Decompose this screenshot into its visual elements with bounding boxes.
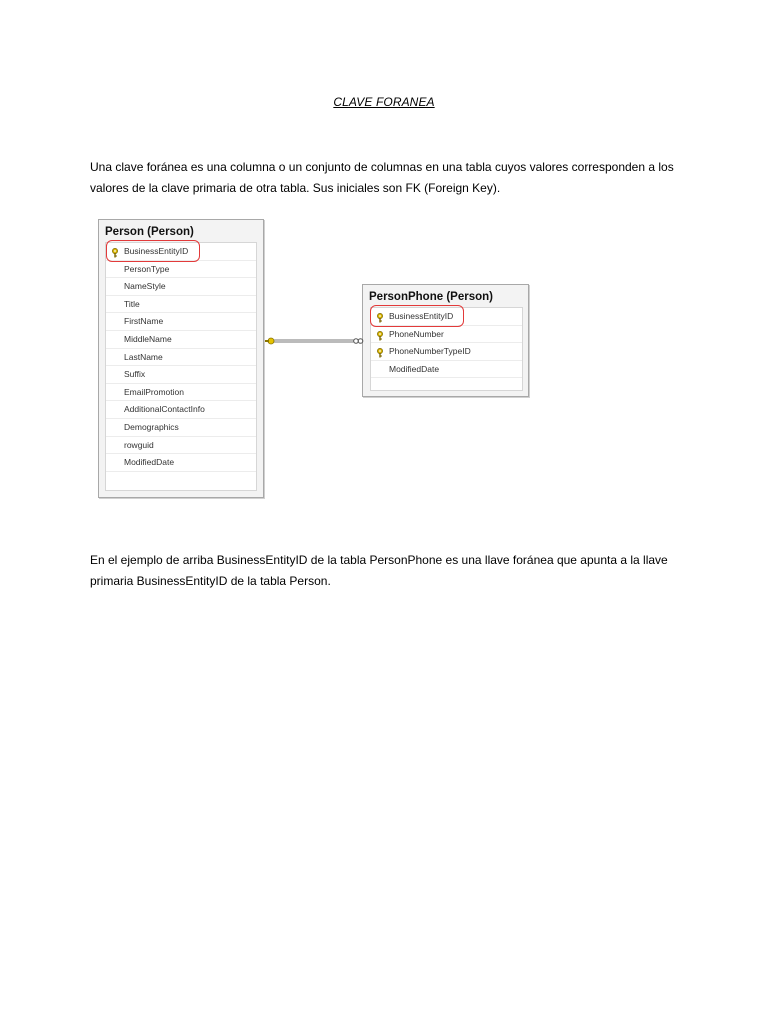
person-column-name: AdditionalContactInfo [124,404,205,415]
personphone-column-row [371,326,522,344]
personphone-table-title: PersonPhone (Person) [369,291,493,303]
key-icon [376,347,384,357]
paragraph-definition: Una clave foránea es una columna o un conjunto de columnas en una tabla cuyos valores corresponden a los valores de la clave primaria de otra tabla. Sus iniciales son FK (Foreign Key). [90,160,674,195]
infinity-end-icon [354,339,363,344]
key-icon [376,312,384,322]
person-column-row [106,419,256,437]
document-title: CLAVE FORANEA [333,95,435,109]
person-column-name: rowguid [124,439,154,450]
person-column-name: BusinessEntityID [124,246,189,256]
person-column-name: ModifiedDate [124,457,175,468]
person-column-name: Title [124,298,140,309]
person-column-row [106,261,256,279]
person-column-name: NameStyle [124,281,166,292]
personphone-table [362,284,529,397]
person-table-title: Person (Person) [105,226,194,238]
person-table [98,219,264,498]
person-column-name: Demographics [124,421,179,432]
person-column-row [106,296,256,314]
person-column-row [106,349,256,367]
paragraph-example: En el ejemplo de arriba BusinessEntityID de la tabla PersonPhone es una llave foránea que apunta a la llave primaria BusinessEntityID de la tabla Person. [90,553,668,588]
person-column-row [106,384,256,402]
person-column-row [106,331,256,349]
key-icon [376,330,384,340]
personphone-table-columns [370,307,523,391]
personphone-column-row [371,361,522,379]
key-icon [111,247,119,257]
person-column-name: PersonType [124,263,170,274]
person-column-name: FirstName [124,316,164,327]
personphone-column-name: BusinessEntityID [389,311,454,321]
person-table-columns [105,242,257,491]
person-column-row [106,454,256,472]
person-column-row [106,313,256,331]
person-column-row [106,366,256,384]
relationship-connector [262,332,366,350]
person-column-row [106,401,256,419]
person-column-name: MiddleName [124,333,172,344]
key-end-icon [265,338,274,344]
personphone-column-name: ModifiedDate [389,363,440,374]
personphone-column-name: PhoneNumberTypeID [389,346,471,357]
person-column-name: LastName [124,351,163,362]
personphone-column-row [371,308,522,326]
person-column-name: Suffix [124,369,146,380]
personphone-column-name: PhoneNumber [389,328,444,339]
personphone-column-row [371,343,522,361]
person-column-row [106,243,256,261]
person-column-name: EmailPromotion [124,386,184,397]
person-column-row [106,437,256,455]
person-column-row [106,278,256,296]
